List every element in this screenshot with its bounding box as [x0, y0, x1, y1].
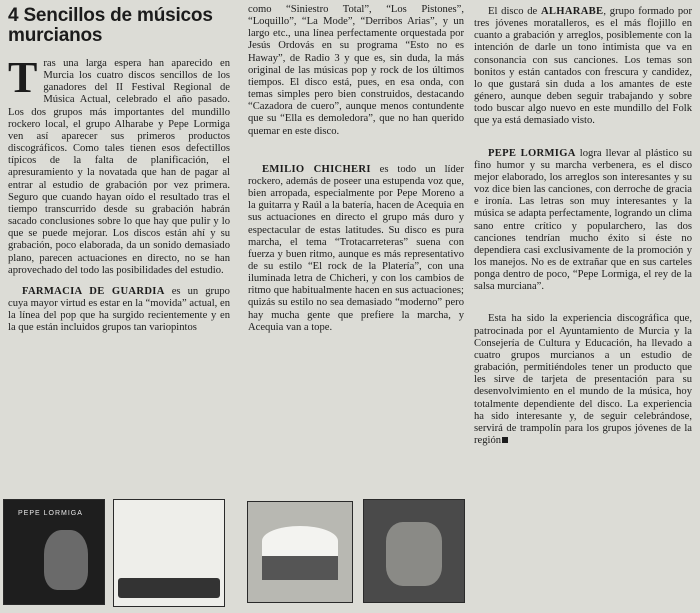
cover-pepe-lormiga: [3, 499, 105, 605]
column-2: [248, 4, 464, 343]
portrait-image: [44, 530, 88, 590]
closing-paragraph: [474, 313, 692, 447]
column-1: [8, 6, 230, 343]
end-mark: [502, 437, 508, 443]
column-3: [474, 6, 692, 456]
closing-text: Esta ha sido la experiencia discográfica que, patrocinada por el Ayuntamiento de Murcia y la Consejería de Cultura y Educación, ha llevado a cuatro grupos murcianos a un estudio de grabación, permitiéndoles tener un producto que les sirve de tarjeta de presentación para su desenvolvimiento en el mundo de la música, hoy totalmente dependiente del disco. La experiencia ha sido interesante y, de seguir celebrándose, servirá de trampolín para los grupos jóvenes de la región: [474, 313, 692, 446]
lormiga-text: logra llevar al plástico su fino humor y su marcha verbenera, es el disco mejor elaborado, los arreglos son interesantes y su voz dice bien las canciones, con derroche de gracia e ironía. Las letras son muy interesantes y la música se adapta perfectamente, logrando un clima sano entre crítico y popularchero, las dos canciones tendrían mucho éxito si éste no dependiera casi exclusivamente de la promoción y los manejos. No es de extrañar que en sus carteles ponga dentro de poco, “Pepe Lormiga, el rey de la salsa murciana”.: [474, 147, 692, 293]
record-covers: [0, 493, 700, 613]
chicheri-name: EMILIO CHICHERI: [262, 163, 371, 175]
alharabe-text: , grupo formado por tres jóvenes moratalleros, es el más flojillo en cuanto a grabación y arreglos, posiblemente con la intención de darle un tono intimista que va en consonancia con sus canciones. Los temas son bonitos y están cantados con frescura y candidez, lo que gustará sin duda a los amantes de este género, aunque deben seguir trabajando y sobre todo buscar algo nuevo en este mundillo del Folk que ya está demasiado visto.: [474, 6, 692, 127]
intro-text: ras una larga espera han aparecido en Murcia los cuatro discos sencillos de los ganadores del II Festival Regional de Música Actual, celebrado el año pasado. Los dos grupos más importantes del mundillo rockero local, el grupo Alharabe y Pepe Lormiga ven así aparecer sus primeros productos discográficos. Como tales tienen esos defectillos típicos de la falta de planificación, el apresuramiento y la novatada que han de pagar al entrar al estudio de grabación por vez primera. Seguro que cuando hayan oído el resultado tras el tiempo transcurrido desde su grabación habrán sacado conclusiones sobre lo que hay que pulir y lo que se puede mejorar. Los discos están ahí y su grabación, poco elaborada, da un sonido demasiado plano, parecen actuaciones en directo, no se han aprovechado del todo las posibilidades del estudio.: [8, 58, 230, 276]
cover-farmacia: [113, 499, 225, 607]
cover-alharabe: [247, 501, 353, 603]
chicheri-text: es todo un líder rockero, además de poseer una estupenda voz que, bien arropada, especialmente por Pepe Moreno a la guitarra y Raúl a la batería, hacen de Acequia en sus actuaciones en directo el grupo más duro y espectacular de estas latitudes. Su disco es pura marcha, el tema “Trotacarreteras” suena con fuerza y buen ritmo, aunque es más representativo de su estilo “El rock de la Platería”, con una iluminada letra de Chicheri, y con los cambios de ritmo que habitualmente hacen en sus actuaciones; quizás su estilo no sea demasiado “moderno” pero hay mucha gente que prefiere la marcha, y Acequia van a tope.: [248, 163, 464, 333]
intro-paragraph: [8, 53, 230, 277]
alharabe-pre: El disco de: [488, 6, 541, 17]
chicheri-paragraph: [248, 164, 464, 334]
alharabe-paragraph: [474, 6, 692, 128]
cover-chicheri: [363, 499, 465, 603]
farmacia-text: es un grupo cuya mayor virtud es estar en la “movida” actual, en la línea del pop que ha surgido recientemente y en la que están incluidos grupos tan variopintos: [8, 285, 230, 334]
cover-ground: [262, 556, 338, 580]
drop-cap: T: [8, 53, 38, 102]
farmacia-name: FARMACIA DE GUARDIA: [22, 285, 165, 297]
alharabe-name: ALHARABE: [540, 6, 604, 17]
cover-label: PEPE LORMIGA: [18, 510, 83, 517]
lormiga-name: PEPE LORMIGA: [488, 147, 576, 159]
article-title: 4 Sencillos de músicos murcianos: [8, 5, 213, 46]
farmacia-paragraph: [8, 286, 230, 335]
lormiga-paragraph: [474, 148, 692, 294]
cover-landscape: [262, 526, 338, 556]
col2-continuation: como “Siniestro Total”, “Los Pistones”, “Loquillo”, “La Mode”, “Derribos Arias”, y un largo etc., una línea perfectamente orquestada por Jesús Ordovás en su programa “Esto no es Haway”, de Radio 3 y que es, sin duda, la más original de las músicas pop y rock de los últimos tiempos. El disco está, pues, en esa onda, con temas simples pero bien construidos, destacando “Cazadora de cuero”, aunque menos contundente que su “Ella es demoledora”, que no han querido quemar en este disco.: [248, 4, 464, 137]
cover-photo-strip: [118, 578, 220, 598]
cover-figure: [386, 522, 442, 586]
